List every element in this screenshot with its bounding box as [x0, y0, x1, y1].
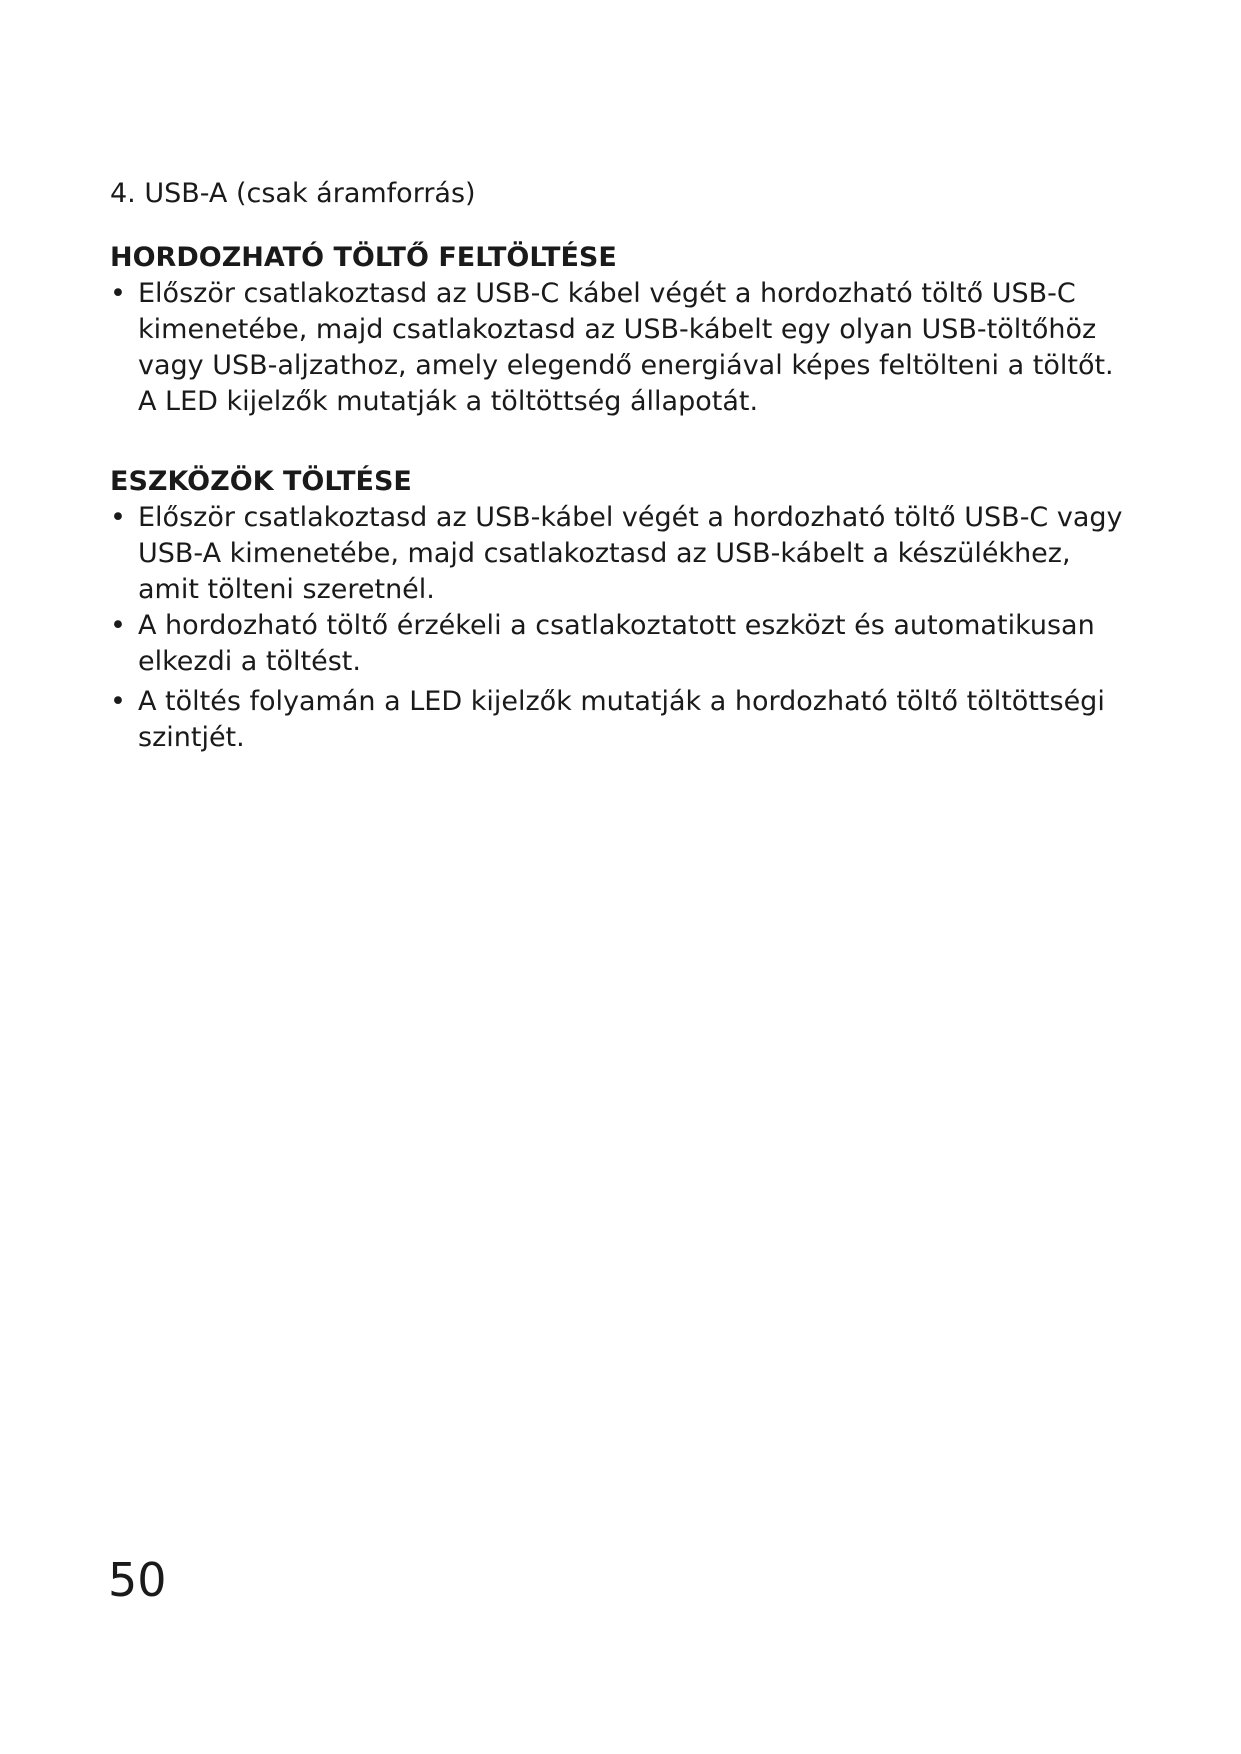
bullet-list	[110, 500, 1140, 756]
section-charging-powerbank	[110, 240, 1140, 420]
bullet-text: Először csatlakoztasd az USB-kábel végét a hordozható töltő USB-C vagy USB-A kimenetébe, majd csatlakoztasd az USB-kábelt a készülékhez, amit tölteni szeretnél.	[138, 502, 1123, 605]
section-heading: HORDOZHATÓ TÖLTŐ FELTÖLTÉSE	[110, 242, 617, 273]
bullet-icon: •	[110, 610, 126, 641]
bullet-item	[110, 500, 1140, 608]
bullet-text: A hordozható töltő érzékeli a csatlakoztatott eszközt és automatikusan elkezdi a töltést.	[138, 610, 1095, 677]
bullet-text: Először csatlakoztasd az USB-C kábel végét a hordozható töltő USB-C kimenetébe, majd csatlakoztasd az USB-kábelt egy olyan USB-töltőhöz vagy USB-aljzathoz, amely elegendő energiával képes feltölteni a töltőt. A LED kijelzők mutatják a töltöttség állapotát.	[138, 278, 1114, 417]
bullet-list	[110, 276, 1140, 420]
section-heading: ESZKÖZÖK TÖLTÉSE	[110, 466, 412, 497]
bullet-item	[110, 276, 1140, 420]
bullet-item	[110, 684, 1140, 756]
bullet-icon: •	[110, 278, 126, 309]
bullet-icon: •	[110, 686, 126, 717]
bullet-item	[110, 608, 1140, 680]
page-number: 50	[108, 1553, 167, 1607]
bullet-text: A töltés folyamán a LED kijelzők mutatják a hordozható töltő töltöttségi szintjét.	[138, 686, 1105, 753]
list-item-usb-a: 4. USB-A (csak áramforrás)	[110, 178, 476, 209]
section-charging-devices	[110, 464, 1140, 756]
document-body	[110, 176, 1140, 756]
bullet-icon: •	[110, 502, 126, 533]
